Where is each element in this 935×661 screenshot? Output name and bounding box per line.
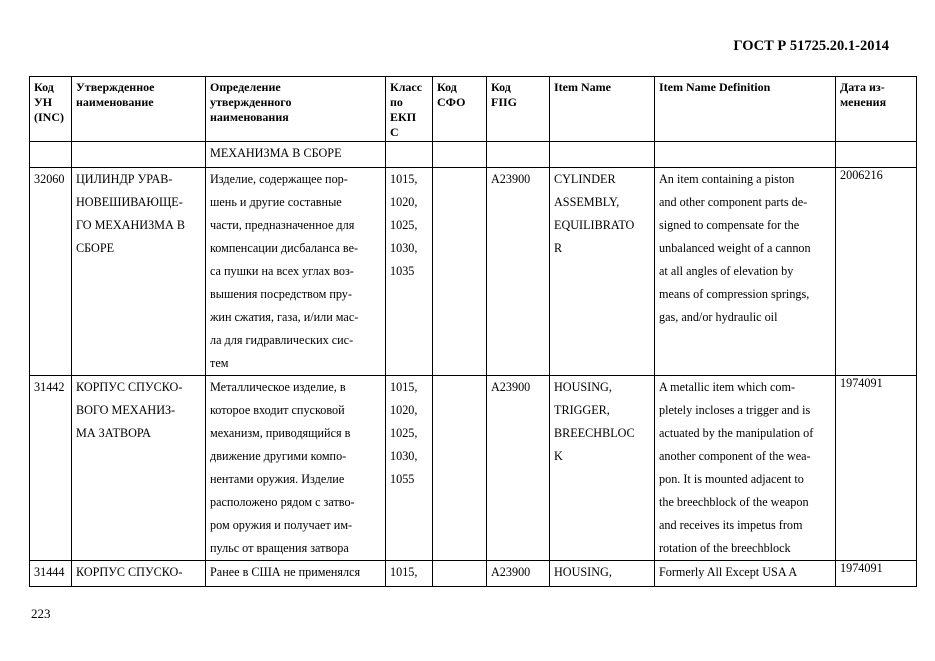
table-row [30, 376, 917, 561]
cell-approved-name: КОРПУС СПУСКО- ВОГО МЕХАНИЗ- МА ЗАТВОРА [72, 376, 206, 561]
header-fiig: Код FIIG [487, 77, 550, 142]
cell-item-definition: A metallic item which com- pletely incloses a trigger and is actuated by the manipulation of another component of the wea- pon. It is mounted adjacent to the breechblock of the weapon and receives its impetus from rotation of the breechblock [655, 376, 836, 561]
cell-inc: 32060 [30, 168, 72, 376]
cell-class: 1015, [386, 561, 433, 587]
nomenclature-table [29, 76, 917, 587]
cell-definition: Ранее в США не применялся [206, 561, 386, 587]
header-sfo: Код СФО [433, 77, 487, 142]
header-item-definition: Item Name Definition [655, 77, 836, 142]
cell-fiig: A23900 [487, 561, 550, 587]
cell-item-name: HOUSING, TRIGGER, BREECHBLOC K [550, 376, 655, 561]
header-change-date: Дата из- менения [836, 77, 917, 142]
cell-sfo [433, 376, 487, 561]
cell-definition: Металлическое изделие, в которое входит спусковой механизм, приводящийся в движение другими компо- нентами оружия. Изделие расположено рядом с затво- ром оружия и получает им- пульс от вращения затвора [206, 376, 386, 561]
header-definition: Определение утвержденного наименования [206, 77, 386, 142]
continuation-row [30, 142, 917, 168]
cell-inc: 31442 [30, 376, 72, 561]
cell-item-definition: An item containing a piston and other component parts de- signed to compensate for the unbalanced weight of a cannon at all angles of elevation by means of compression springs, gas, and/or hydraulic oil [655, 168, 836, 376]
cell-sfo [433, 561, 487, 587]
cell-change-date: 1974091 [836, 376, 917, 561]
cell-item-name: CYLINDER ASSEMBLY, EQUILIBRATO R [550, 168, 655, 376]
cell-fiig: A23900 [487, 168, 550, 376]
cell-item-name: HOUSING, [550, 561, 655, 587]
cell-approved-name: КОРПУС СПУСКО- [72, 561, 206, 587]
cell-sfo [433, 168, 487, 376]
page-number: 223 [31, 606, 51, 621]
cell-inc: 31444 [30, 561, 72, 587]
cell-class: 1015, 1020, 1025, 1030, 1035 [386, 168, 433, 376]
cell-change-date: 1974091 [836, 561, 917, 587]
table-row [30, 561, 917, 587]
cell-change-date: 2006216 [836, 168, 917, 376]
cell-class: 1015, 1020, 1025, 1030, 1055 [386, 376, 433, 561]
cell-item-definition: Formerly All Except USA A [655, 561, 836, 587]
cell-definition: Изделие, содержащее пор- шень и другие составные части, предназначенное для компенсации дисбаланса ве- са пушки на всех углах воз- вышения посредством пру- жин сжатия, газа, и/или мас- ла для гидравлических сис- тем [206, 168, 386, 376]
table-row [30, 168, 917, 376]
cell-fiig: A23900 [487, 376, 550, 561]
header-item-name: Item Name [550, 77, 655, 142]
document-code: ГОСТ Р 51725.20.1-2014 [733, 38, 889, 54]
header-inc: Код УН (INC) [30, 77, 72, 142]
header-approved-name: Утвержденное наименование [72, 77, 206, 142]
cell-definition: МЕХАНИЗМА В СБОРЕ [206, 142, 386, 168]
header-row [30, 77, 917, 142]
cell-approved-name: ЦИЛИНДР УРАВ- НОВЕШИВАЮЩЕ- ГО МЕХАНИЗМА В СБОРЕ [72, 168, 206, 376]
header-class: Класс по ЕКП С [386, 77, 433, 142]
